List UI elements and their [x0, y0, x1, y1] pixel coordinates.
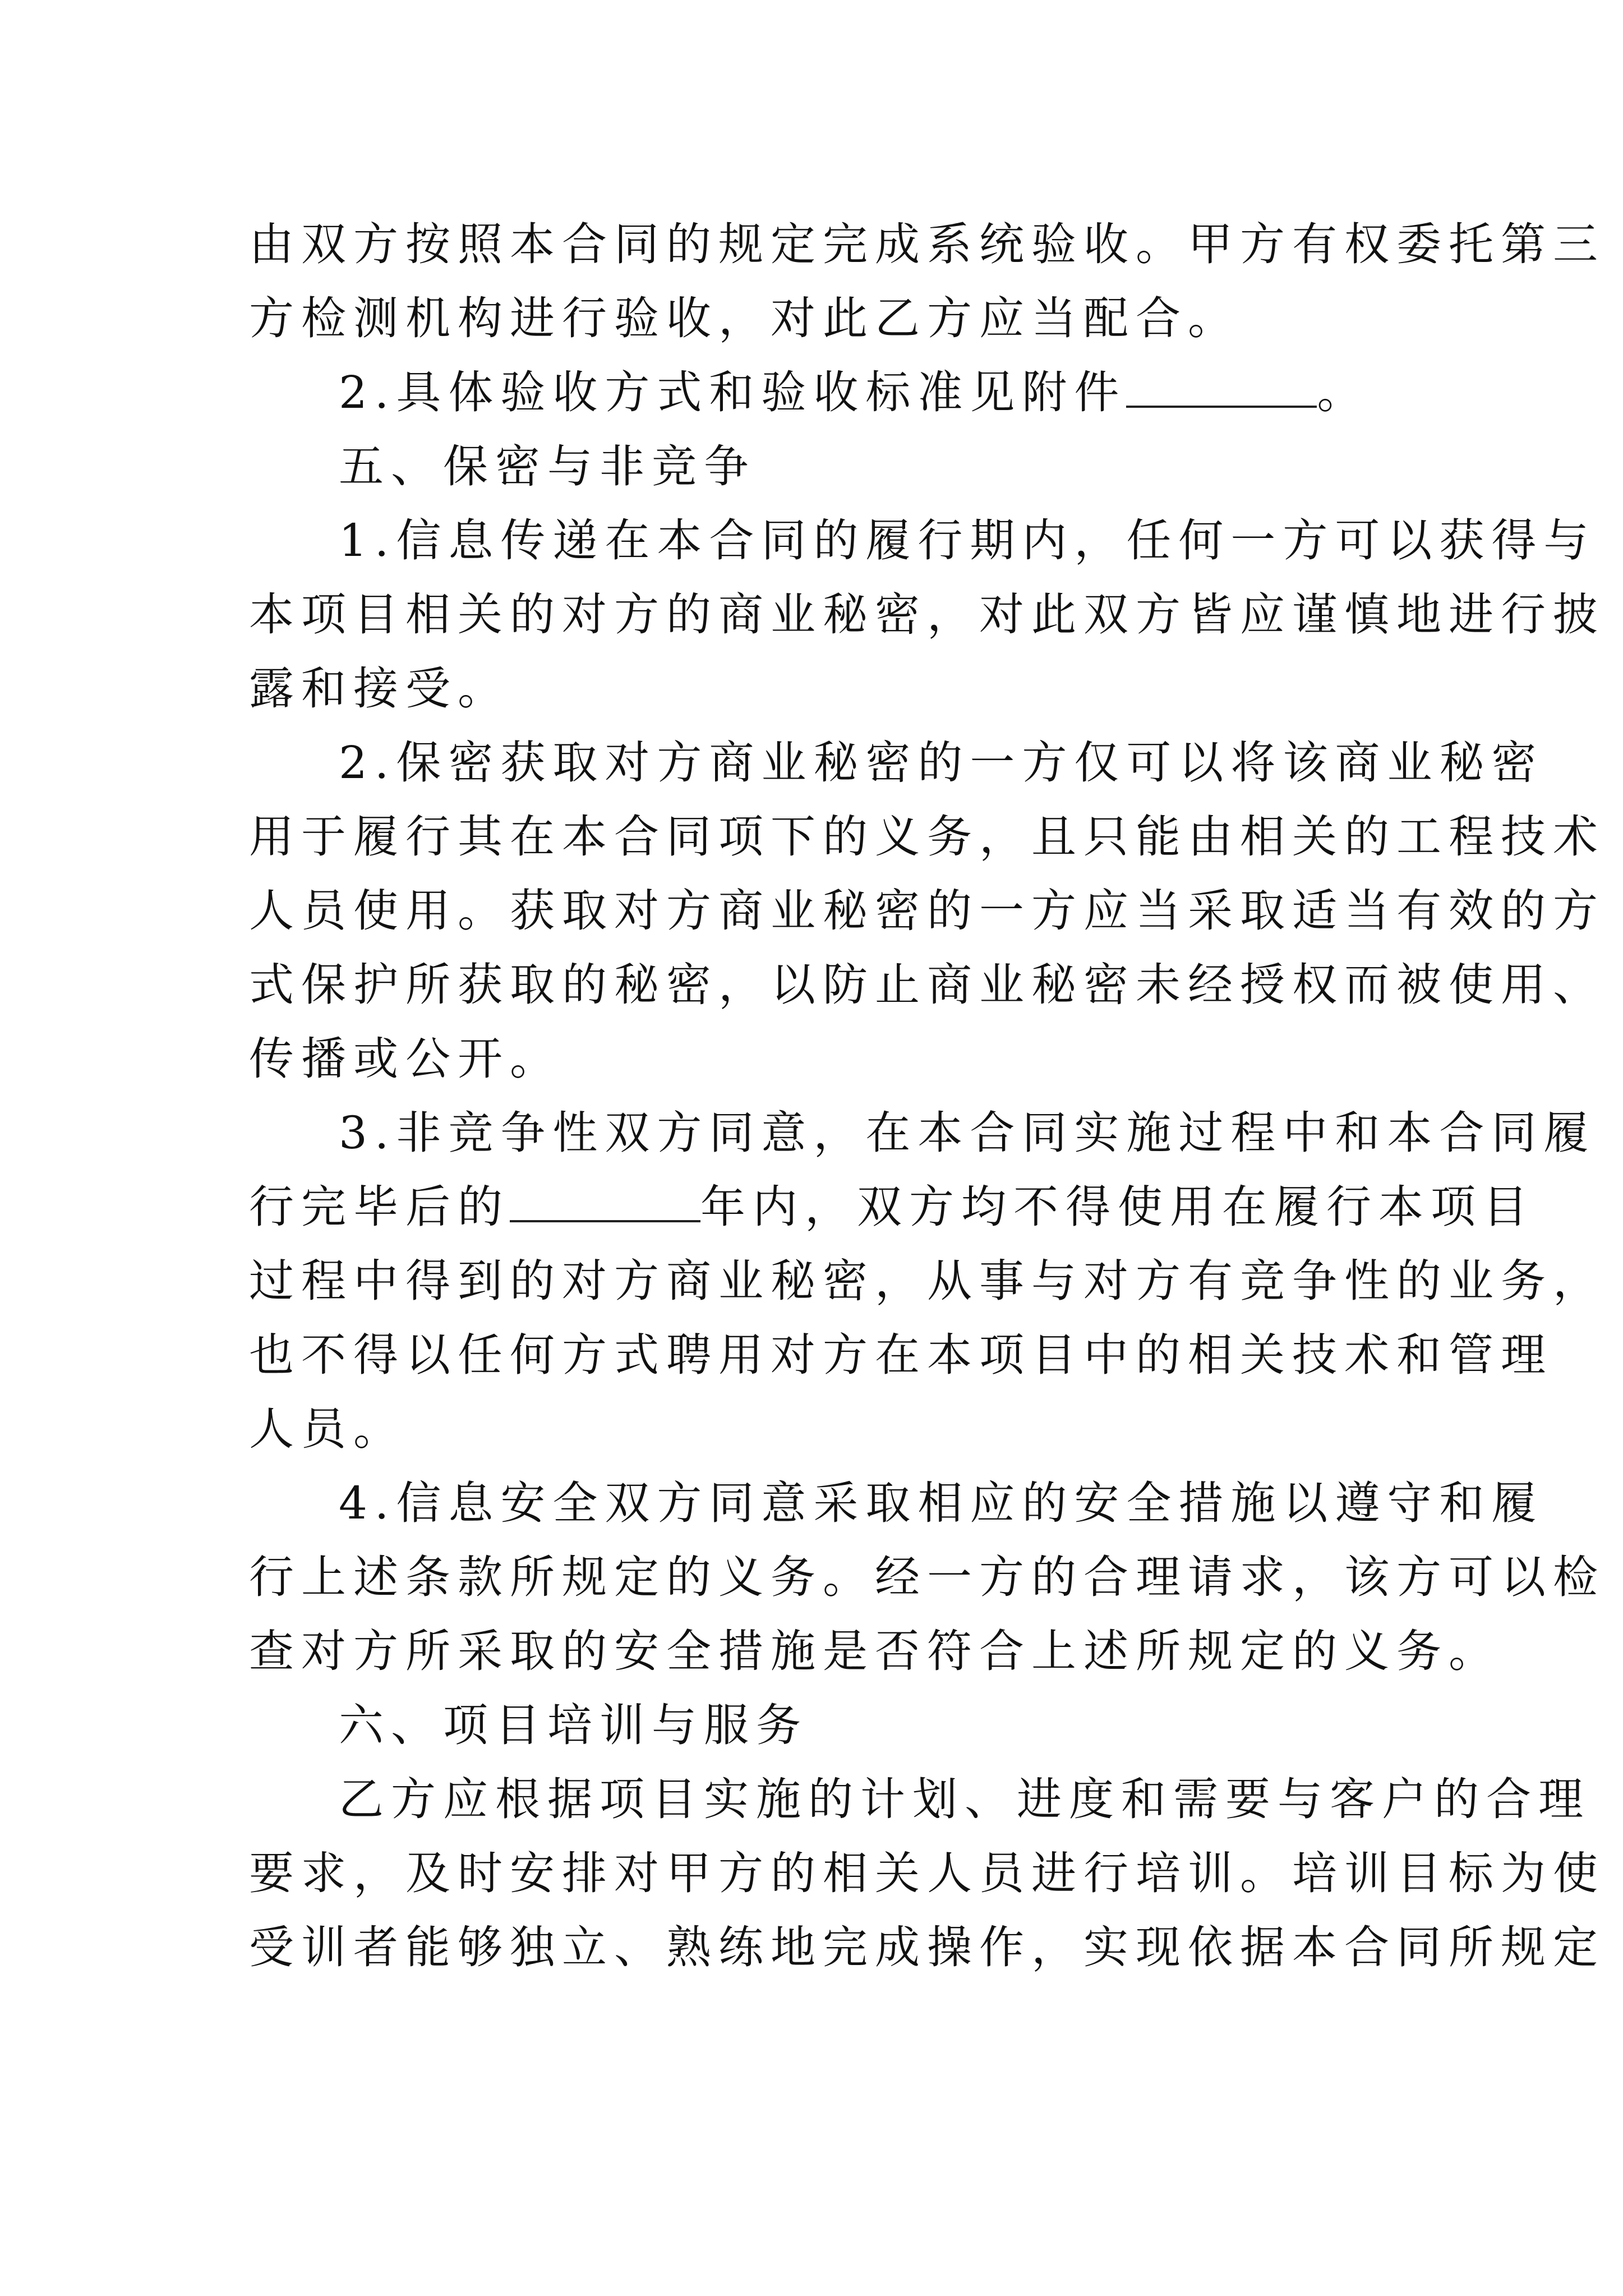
text-line: 传播或公开。	[249, 1033, 562, 1085]
text-line: 式保护所获取的秘密，以防止商业秘密未经授权而被使用、	[249, 959, 1605, 1011]
text-fragment: 2.具体验收方式和验收标准见附件	[339, 366, 1127, 418]
text-line: 方检测机构进行验收，对此乙方应当配合。	[249, 292, 1240, 344]
text-line: 查对方所采取的安全措施是否符合上述所规定的义务。	[249, 1625, 1501, 1677]
text-line: 也不得以任何方式聘用对方在本项目中的相关技术和管理	[249, 1329, 1553, 1381]
text-line: 2.保密获取对方商业秘密的一方仅可以将该商业秘密	[339, 737, 1544, 789]
text-line: 3.非竞争性双方同意，在本合同实施过程中和本合同履	[339, 1107, 1596, 1159]
section-heading: 六、项目培训与服务	[339, 1699, 808, 1751]
text-line: 要求，及时安排对甲方的相关人员进行培训。培训目标为使	[249, 1847, 1605, 1899]
text-line: 用于履行其在本合同项下的义务，且只能由相关的工程技术	[249, 811, 1605, 863]
text-line: 乙方应根据项目实施的计划、进度和需要与客户的合理	[339, 1773, 1590, 1825]
text-line: 过程中得到的对方商业秘密，从事与对方有竞争性的业务，	[249, 1255, 1605, 1307]
text-line: 4.信息安全双方同意采取相应的安全措施以遵守和履	[339, 1477, 1544, 1529]
text-line: 受训者能够独立、熟练地完成操作，实现依据本合同所规定	[249, 1921, 1605, 1973]
text-fragment: 。	[1317, 366, 1370, 418]
text-line-with-blank	[249, 1170, 1535, 1244]
text-line: 行上述条款所规定的义务。经一方的合理请求，该方可以检	[249, 1551, 1605, 1603]
document-body	[249, 208, 1605, 1985]
text-line: 人员。	[249, 1403, 405, 1455]
section-heading: 五、保密与非竞争	[339, 440, 756, 493]
text-line-with-blank	[249, 356, 1384, 430]
text-line: 1.信息传递在本合同的履行期内，任何一方可以获得与	[339, 514, 1596, 567]
fill-in-blank	[1126, 366, 1317, 408]
text-line: 露和接受。	[249, 662, 510, 715]
text-fragment: 年内，双方均不得使用在履行本项目	[700, 1181, 1535, 1233]
fill-in-blank	[510, 1181, 700, 1222]
text-line: 由双方按照本合同的规定完成系统验收。甲方有权委托第三	[249, 218, 1605, 270]
text-line: 人员使用。获取对方商业秘密的一方应当采取适当有效的方	[249, 885, 1605, 937]
text-line: 本项目相关的对方的商业秘密，对此双方皆应谨慎地进行披	[249, 588, 1605, 641]
text-fragment: 行完毕后的	[249, 1181, 510, 1233]
